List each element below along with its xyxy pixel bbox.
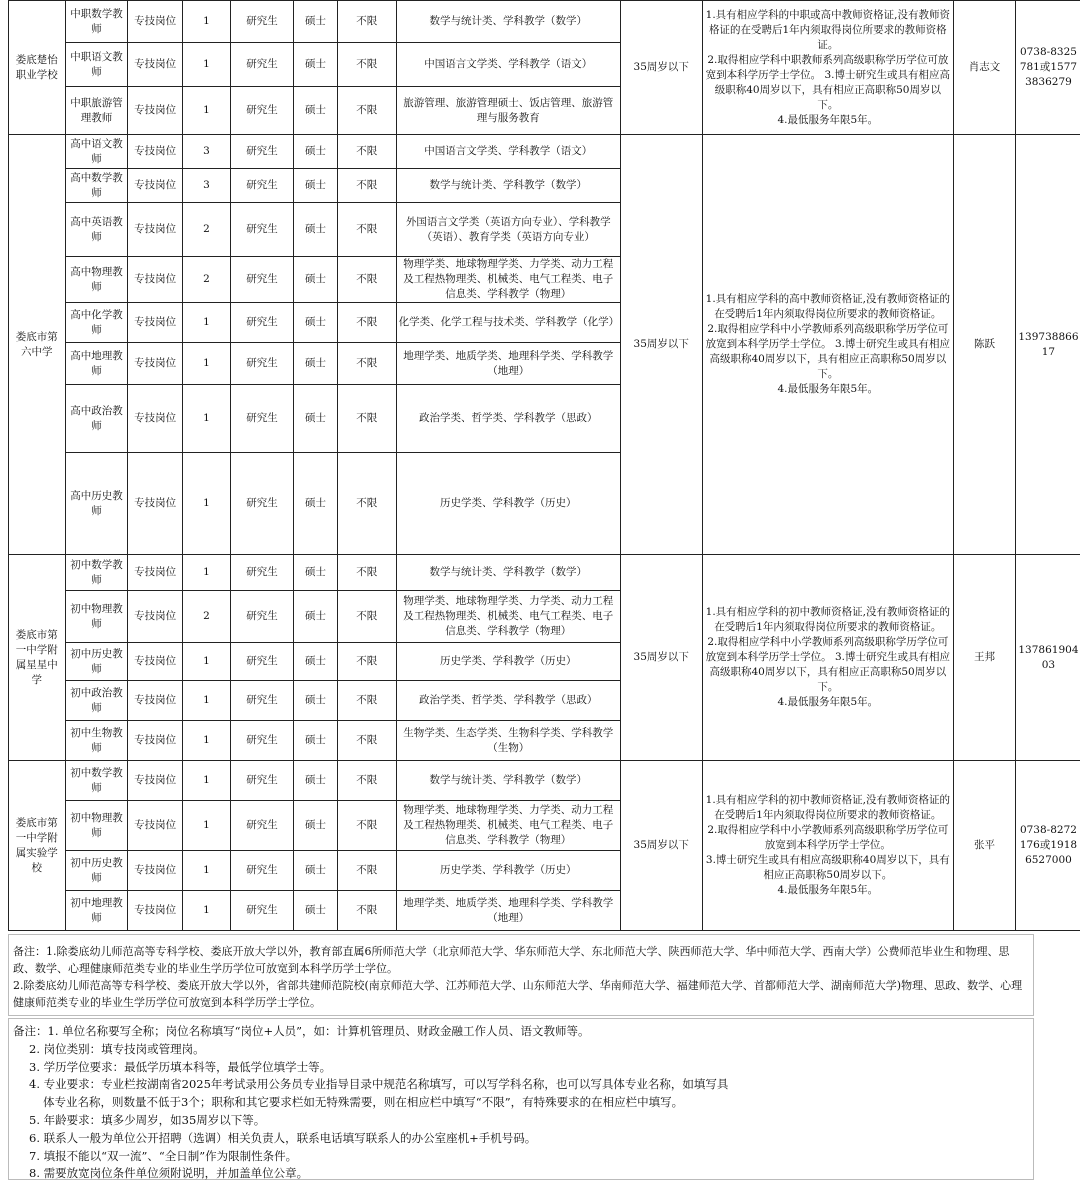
title-cell: 不限 [337,169,396,203]
edu-cell: 研究生 [231,1,294,43]
edu-cell: 研究生 [231,721,294,761]
degree-cell: 硕士 [293,453,337,555]
major-cell: 物理学类、地球物理学类、力学类、动力工程及工程热物理类、机械类、电气工程类、电子信息类、学科教学（物理） [396,257,620,303]
age-cell: 35周岁以下 [620,135,702,555]
type-cell: 专技岗位 [128,87,182,135]
count-cell: 1 [182,43,230,87]
edu-cell: 研究生 [231,851,294,891]
degree-cell: 硕士 [293,851,337,891]
count-cell: 2 [182,203,230,257]
edu-cell: 研究生 [231,681,294,721]
phone-cell: 0738-8272176或19186527000 [1015,761,1080,931]
major-cell: 物理学类、地球物理学类、力学类、动力工程及工程热物理类、机械类、电气工程类、电子信息类、学科教学（物理） [396,591,620,643]
degree-cell: 硕士 [293,681,337,721]
title-cell: 不限 [337,591,396,643]
type-cell: 专技岗位 [128,591,182,643]
major-cell: 物理学类、地球物理学类、力学类、动力工程及工程热物理类、机械类、电气工程类、电子信息类、学科教学（物理） [396,801,620,851]
degree-cell: 硕士 [293,87,337,135]
type-cell: 专技岗位 [128,891,182,931]
type-cell: 专技岗位 [128,681,182,721]
count-cell: 1 [182,721,230,761]
conditions-cell [702,135,953,555]
type-cell: 专技岗位 [128,43,182,87]
title-cell: 不限 [337,203,396,257]
edu-cell: 研究生 [231,591,294,643]
unit-name-cell: 娄底市第一中学附属星星中学 [9,555,66,761]
edu-cell: 研究生 [231,643,294,681]
condition-line: 4.最低服务年限5年。 [777,383,879,395]
remarks-box-a [8,934,1034,1016]
condition-line: 4.最低服务年限5年。 [777,884,879,896]
condition-line: 1.具有相应学科的初中教师资格证,没有教师资格证的在受聘后1年内须取得岗位所要求的教师资格证。 [705,794,951,821]
count-cell: 1 [182,851,230,891]
remark-line: 4. 专业要求：专业栏按湖南省2025年考试录用公务员专业指导目录中规范名称填写，可以写学科名称，也可以写具体专业名称，如填写具 [29,1077,729,1092]
edu-cell: 研究生 [231,135,294,169]
edu-cell: 研究生 [231,87,294,135]
recruitment-table [8,0,1080,931]
remark-line: 6. 联系人一般为单位公开招聘（选调）相关负责人，联系电话填写联系人的办公室座机+手机号码。 [29,1130,537,1145]
type-cell: 专技岗位 [128,303,182,343]
table-row [9,555,1080,591]
count-cell: 1 [182,643,230,681]
edu-cell: 研究生 [231,169,294,203]
degree-cell: 硕士 [293,343,337,385]
remark-line: 2.除娄底幼儿师范高等专科学校、娄底开放大学以外，省部共建师范院校(南京师范大学、江苏师范大学、山东师范大学、华南师范大学、福建师范大学、首都师范大学、湖南师范大学)物理、思政、数学、心理健康师范类专业的毕业生学历学位可放宽到本科学历学士学位。 [13,979,1023,1009]
remark-line: 5. 年龄要求：填多少周岁，如35周岁以下等。 [29,1112,266,1127]
age-cell: 35周岁以下 [620,1,702,135]
remark-line: 7. 填报不能以“双一流”、“全日制”作为限制性条件。 [29,1148,298,1163]
type-cell: 专技岗位 [128,851,182,891]
edu-cell: 研究生 [231,343,294,385]
remark-line: 备注：1. 单位名称要写全称；岗位名称填写“岗位+人员”，如：计算机管理员、财政金融工作人员、语文教师等。 [13,1024,590,1038]
title-cell: 不限 [337,135,396,169]
title-cell: 不限 [337,303,396,343]
count-cell: 1 [182,761,230,801]
edu-cell: 研究生 [231,891,294,931]
count-cell: 1 [182,1,230,43]
type-cell: 专技岗位 [128,1,182,43]
unit-name-cell: 娄底市第一中学附属实验学校 [9,761,66,931]
remark-line: 体专业名称，则数量不低于3个；职称和其它要求栏如无特殊需要，则在相应栏中填写“不限”，有特殊要求的在相应栏中填写。 [43,1095,684,1110]
title-cell: 不限 [337,257,396,303]
degree-cell: 硕士 [293,169,337,203]
major-cell: 政治学类、哲学类、学科教学（思政） [396,681,620,721]
conditions-cell [702,1,953,135]
count-cell: 1 [182,801,230,851]
condition-line: 1.具有相应学科的中职或高中教师资格证,没有教师资格证的在受聘后1年内须取得岗位所要求的教师资格证。 [705,8,951,51]
title-cell: 不限 [337,453,396,555]
post-cell: 中职语文教师 [65,43,128,87]
remark-line: 备注：1.除娄底幼儿师范高等专科学校、娄底开放大学以外，教育部直属6所师范大学（北京师范大学、华东师范大学、东北师范大学、陕西师范大学、华中师范大学、西南大学）公费师范毕业生和物理、思政、数学、心理健康师范类专业的毕业生学历学位可放宽到本科学历学士学位。 [13,945,1010,975]
count-cell: 2 [182,257,230,303]
condition-line: 1.具有相应学科的初中教师资格证,没有教师资格证的在受聘后1年内须取得岗位所要求的教师资格证。 [705,606,951,633]
edu-cell: 研究生 [231,43,294,87]
unit-name-cell: 娄底市第六中学 [9,135,66,555]
count-cell: 2 [182,591,230,643]
major-cell: 中国语言文学类、学科教学（语文） [396,135,620,169]
title-cell: 不限 [337,87,396,135]
title-cell: 不限 [337,555,396,591]
degree-cell: 硕士 [293,1,337,43]
type-cell: 专技岗位 [128,385,182,453]
type-cell: 专技岗位 [128,643,182,681]
major-cell: 数学与统计类、学科教学（数学） [396,169,620,203]
count-cell: 3 [182,169,230,203]
major-cell: 历史学类、学科教学（历史） [396,453,620,555]
post-cell: 初中物理教师 [65,591,128,643]
title-cell: 不限 [337,343,396,385]
condition-line: 2.取得相应学科中小学教师系列高级职称学历学位可放宽到本科学历学士学位。 [707,824,949,851]
condition-line: 2.取得相应学科中小学教师系列高级职称学历学位可放宽到本科学历学士学位。 3.博士研究生或具有相应高级职称40周岁以下，具有相应正高职称50周岁以下。 [705,323,951,380]
major-cell: 历史学类、学科教学（历史） [396,643,620,681]
phone-cell: 13786190403 [1015,555,1080,761]
type-cell: 专技岗位 [128,721,182,761]
count-cell: 1 [182,555,230,591]
post-cell: 高中政治教师 [65,385,128,453]
post-cell: 初中历史教师 [65,851,128,891]
title-cell: 不限 [337,643,396,681]
edu-cell: 研究生 [231,555,294,591]
condition-line: 4.最低服务年限5年。 [777,113,879,126]
table-row [9,761,1080,801]
major-cell: 生物学类、生态学类、生物科学类、学科教学（生物） [396,721,620,761]
title-cell: 不限 [337,891,396,931]
major-cell: 化学类、化学工程与技术类、学科教学（化学） [396,303,620,343]
major-cell: 历史学类、学科教学（历史） [396,851,620,891]
major-cell: 数学与统计类、学科教学（数学） [396,761,620,801]
phone-cell: 13973886617 [1015,135,1080,555]
post-cell: 初中地理教师 [65,891,128,931]
type-cell: 专技岗位 [128,169,182,203]
conditions-cell [702,555,953,761]
post-cell: 高中地理教师 [65,343,128,385]
post-cell: 初中历史教师 [65,643,128,681]
title-cell: 不限 [337,43,396,87]
contact-cell: 王邦 [954,555,1016,761]
major-cell: 数学与统计类、学科教学（数学） [396,1,620,43]
count-cell: 1 [182,453,230,555]
title-cell: 不限 [337,761,396,801]
age-cell: 35周岁以下 [620,761,702,931]
contact-cell: 肖志文 [954,1,1016,135]
post-cell: 初中政治教师 [65,681,128,721]
post-cell: 高中数学教师 [65,169,128,203]
post-cell: 高中英语教师 [65,203,128,257]
post-cell: 高中物理教师 [65,257,128,303]
title-cell: 不限 [337,851,396,891]
degree-cell: 硕士 [293,643,337,681]
remarks-box-b [8,1018,1034,1180]
count-cell: 1 [182,343,230,385]
post-cell: 初中物理教师 [65,801,128,851]
edu-cell: 研究生 [231,761,294,801]
conditions-cell [702,761,953,931]
degree-cell: 硕士 [293,761,337,801]
edu-cell: 研究生 [231,801,294,851]
major-cell: 旅游管理、旅游管理硕士、饭店管理、旅游管理与服务教育 [396,87,620,135]
count-cell: 1 [182,303,230,343]
degree-cell: 硕士 [293,135,337,169]
post-cell: 高中化学教师 [65,303,128,343]
degree-cell: 硕士 [293,891,337,931]
edu-cell: 研究生 [231,257,294,303]
count-cell: 1 [182,681,230,721]
count-cell: 1 [182,385,230,453]
major-cell: 数学与统计类、学科教学（数学） [396,555,620,591]
degree-cell: 硕士 [293,257,337,303]
post-cell: 高中历史教师 [65,453,128,555]
remark-line: 2. 岗位类别：填专技岗或管理岗。 [29,1041,205,1056]
post-cell: 初中数学教师 [65,761,128,801]
type-cell: 专技岗位 [128,801,182,851]
major-cell: 地理学类、地质学类、地理科学类、学科教学（地理） [396,343,620,385]
major-cell: 中国语言文学类、学科教学（语文） [396,43,620,87]
condition-line: 1.具有相应学科的高中教师资格证,没有教师资格证的在受聘后1年内须取得岗位所要求的教师资格证。 [705,293,951,320]
edu-cell: 研究生 [231,385,294,453]
degree-cell: 硕士 [293,555,337,591]
unit-name-cell: 娄底楚怡职业学校 [9,1,66,135]
type-cell: 专技岗位 [128,453,182,555]
phone-cell: 0738-8325781或15773836279 [1015,1,1080,135]
type-cell: 专技岗位 [128,761,182,801]
major-cell: 政治学类、哲学类、学科教学（思政） [396,385,620,453]
degree-cell: 硕士 [293,303,337,343]
title-cell: 不限 [337,385,396,453]
type-cell: 专技岗位 [128,555,182,591]
post-cell: 中职数学教师 [65,1,128,43]
type-cell: 专技岗位 [128,257,182,303]
condition-line: 2.取得相应学科中职教师系列高级职称学历学位可放宽到本科学历学士学位。 3.博士研究生或具有相应高级职称40周岁以下，具有相应正高职称50周岁以下。 [705,53,951,111]
count-cell: 1 [182,87,230,135]
type-cell: 专技岗位 [128,135,182,169]
post-cell: 中职旅游管理教师 [65,87,128,135]
table-row [9,1,1080,43]
type-cell: 专技岗位 [128,343,182,385]
major-cell: 地理学类、地质学类、地理科学类、学科教学（地理） [396,891,620,931]
title-cell: 不限 [337,1,396,43]
edu-cell: 研究生 [231,453,294,555]
degree-cell: 硕士 [293,385,337,453]
degree-cell: 硕士 [293,203,337,257]
degree-cell: 硕士 [293,721,337,761]
edu-cell: 研究生 [231,203,294,257]
condition-line: 3.博士研究生或具有相应高级职称40周岁以下，具有相应正高职称50周岁以下。 [705,854,950,881]
remark-line: 3. 学历学位要求：最低学历填本科等，最低学位填学士等。 [29,1059,332,1074]
edu-cell: 研究生 [231,303,294,343]
degree-cell: 硕士 [293,591,337,643]
condition-line: 2.取得相应学科中小学教师系列高级职称学历学位可放宽到本科学历学士学位。 3.博士研究生或具有相应高级职称40周岁以下，具有相应正高职称50周岁以下。 [705,636,951,693]
condition-line: 4.最低服务年限5年。 [777,696,879,708]
post-cell: 高中语文教师 [65,135,128,169]
post-cell: 初中生物教师 [65,721,128,761]
degree-cell: 硕士 [293,43,337,87]
major-cell: 外国语言文学类（英语方向专业）、学科教学（英语）、教育学类（英语方向专业） [396,203,620,257]
contact-cell: 陈跃 [954,135,1016,555]
contact-cell: 张平 [954,761,1016,931]
post-cell: 初中数学教师 [65,555,128,591]
type-cell: 专技岗位 [128,203,182,257]
age-cell: 35周岁以下 [620,555,702,761]
title-cell: 不限 [337,801,396,851]
table-row [9,135,1080,169]
degree-cell: 硕士 [293,801,337,851]
title-cell: 不限 [337,721,396,761]
count-cell: 1 [182,891,230,931]
count-cell: 3 [182,135,230,169]
title-cell: 不限 [337,681,396,721]
remark-line: 8. 需要放宽岗位条件单位须附说明，并加盖单位公章。 [29,1166,309,1181]
